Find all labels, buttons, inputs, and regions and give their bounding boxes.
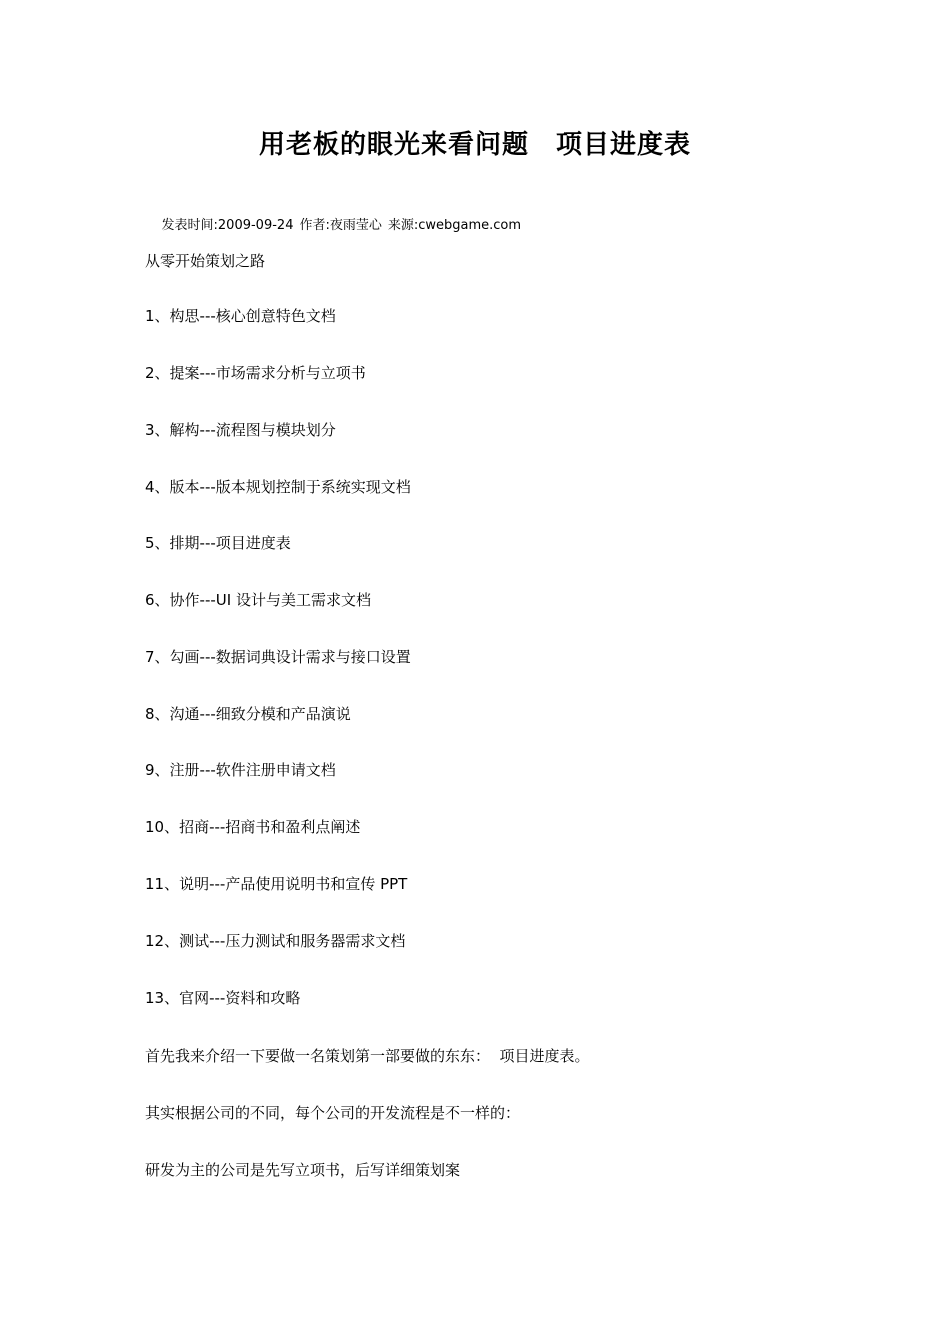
paragraph: 研发为主的公司是先写立项书，后写详细策划案 <box>145 1161 461 1179</box>
source: 来源:cwebgame.com <box>387 218 522 233</box>
paragraph: 首先我来介绍一下要做一名策划第一部要做的东东： 项目进度表。 <box>145 1047 590 1065</box>
publish-time: 发表时间:2009-09-24 <box>161 218 294 233</box>
step-item: 4、版本---版本规划控制于系统实现文档 <box>145 478 411 496</box>
step-item: 1、构思---核心创意特色文档 <box>145 307 336 325</box>
step-item: 7、勾画---数据词典设计需求与接口设置 <box>145 648 411 666</box>
article-meta <box>145 199 521 248</box>
paragraph: 其实根据公司的不同，每个公司的开发流程是不一样的： <box>145 1104 521 1122</box>
intro-line: 从零开始策划之路 <box>145 252 266 270</box>
author: 作者:夜雨莹心 <box>299 218 382 233</box>
document-title: 用老板的眼光来看问题 项目进度表 <box>258 130 691 160</box>
step-item: 9、注册---软件注册申请文档 <box>145 761 336 779</box>
step-item: 13、官网---资料和攻略 <box>145 989 301 1007</box>
step-item: 2、提案---市场需求分析与立项书 <box>145 364 366 382</box>
step-item: 5、排期---项目进度表 <box>145 534 291 552</box>
step-item: 6、协作---UI 设计与美工需求文档 <box>145 591 371 609</box>
step-item: 12、测试---压力测试和服务器需求文档 <box>145 932 406 950</box>
step-item: 3、解构---流程图与模块划分 <box>145 421 336 439</box>
step-item: 8、沟通---细致分模和产品演说 <box>145 705 351 723</box>
step-item: 11、说明---产品使用说明书和宣传 PPT <box>145 875 408 893</box>
step-item: 10、招商---招商书和盈利点阐述 <box>145 818 361 836</box>
